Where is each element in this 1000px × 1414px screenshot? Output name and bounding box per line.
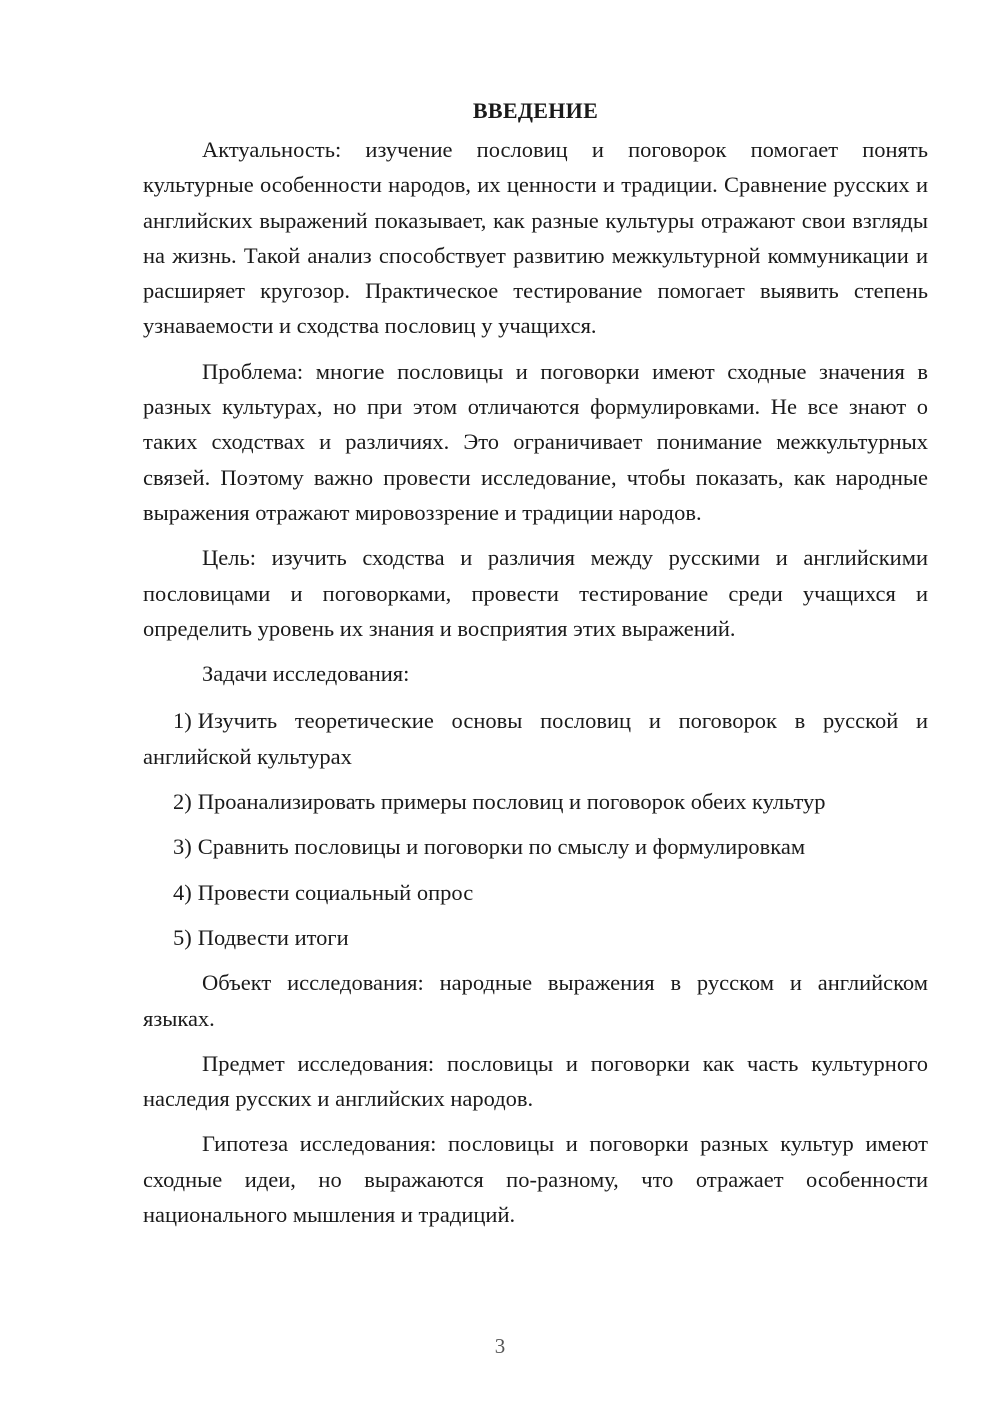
page-number: 3 xyxy=(494,1334,506,1358)
list-item-text: Изучить теоретические основы пословиц и поговорок в русской и английской культурах xyxy=(143,708,928,769)
paragraph-object: Объект исследования: народные выражения в русском и английском языках. xyxy=(143,970,928,1031)
document-page xyxy=(143,96,928,1242)
paragraph-relevance: Актуальность: изучение пословиц и поговорок помогает понять культурные особенности народов, их ценности и традиции. Сравнение русских и английских выражений показывает, как разные культуры отражают свои взгляды на жизнь. Такой анализ способствует развитию межкультурной коммуникации и расширяет кругозор. Практическое тестирование помогает выявить степень узнаваемости и сходства пословиц у учащихся. xyxy=(143,137,928,339)
section-title: ВВЕДЕНИЕ xyxy=(472,98,599,123)
list-item-number: 5) xyxy=(173,924,192,950)
list-item-number: 1) xyxy=(173,708,192,734)
list-item-text: Подвести итоги xyxy=(197,924,349,950)
list-item-text: Провести социальный опрос xyxy=(197,879,474,905)
list-item xyxy=(143,829,928,864)
paragraph-hypothesis: Гипотеза исследования: пословицы и поговорки разных культур имеют сходные идеи, но выражаются по-разному, что отражает особенности национального мышления и традиций. xyxy=(143,1131,928,1228)
list-item-text: Сравнить пословицы и поговорки по смыслу и формулировкам xyxy=(197,834,806,860)
paragraph-goal: Цель: изучить сходства и различия между русскими и английскими пословицами и поговорками, провести тестирование среди учащихся и определить уровень их знания и восприятия этих выражений. xyxy=(143,545,928,641)
list-item-text: Проанализировать примеры пословиц и поговорок обеих культур xyxy=(197,789,826,815)
list-item xyxy=(143,703,928,774)
paragraph-problem: Проблема: многие пословицы и поговорки имеют сходные значения в разных культурах, но при этом отличаются формулировками. Не все знают о таких сходствах и различиях. Это ограничивает понимание межкультурных связей. Поэтому важно провести исследование, чтобы показать, как народные выражения отражают мировоззрение и традиции народов. xyxy=(143,358,928,525)
list-item-number: 2) xyxy=(173,789,192,815)
list-item xyxy=(143,875,928,910)
tasks-list xyxy=(143,703,928,955)
list-item xyxy=(143,920,928,955)
list-item-number: 4) xyxy=(173,879,192,905)
paragraph-subject: Предмет исследования: пословицы и поговорки как часть культурного наследия русских и английских народов. xyxy=(143,1050,928,1112)
tasks-heading: Задачи исследования: xyxy=(202,661,410,687)
list-item xyxy=(143,784,928,819)
list-item-number: 3) xyxy=(173,834,192,860)
